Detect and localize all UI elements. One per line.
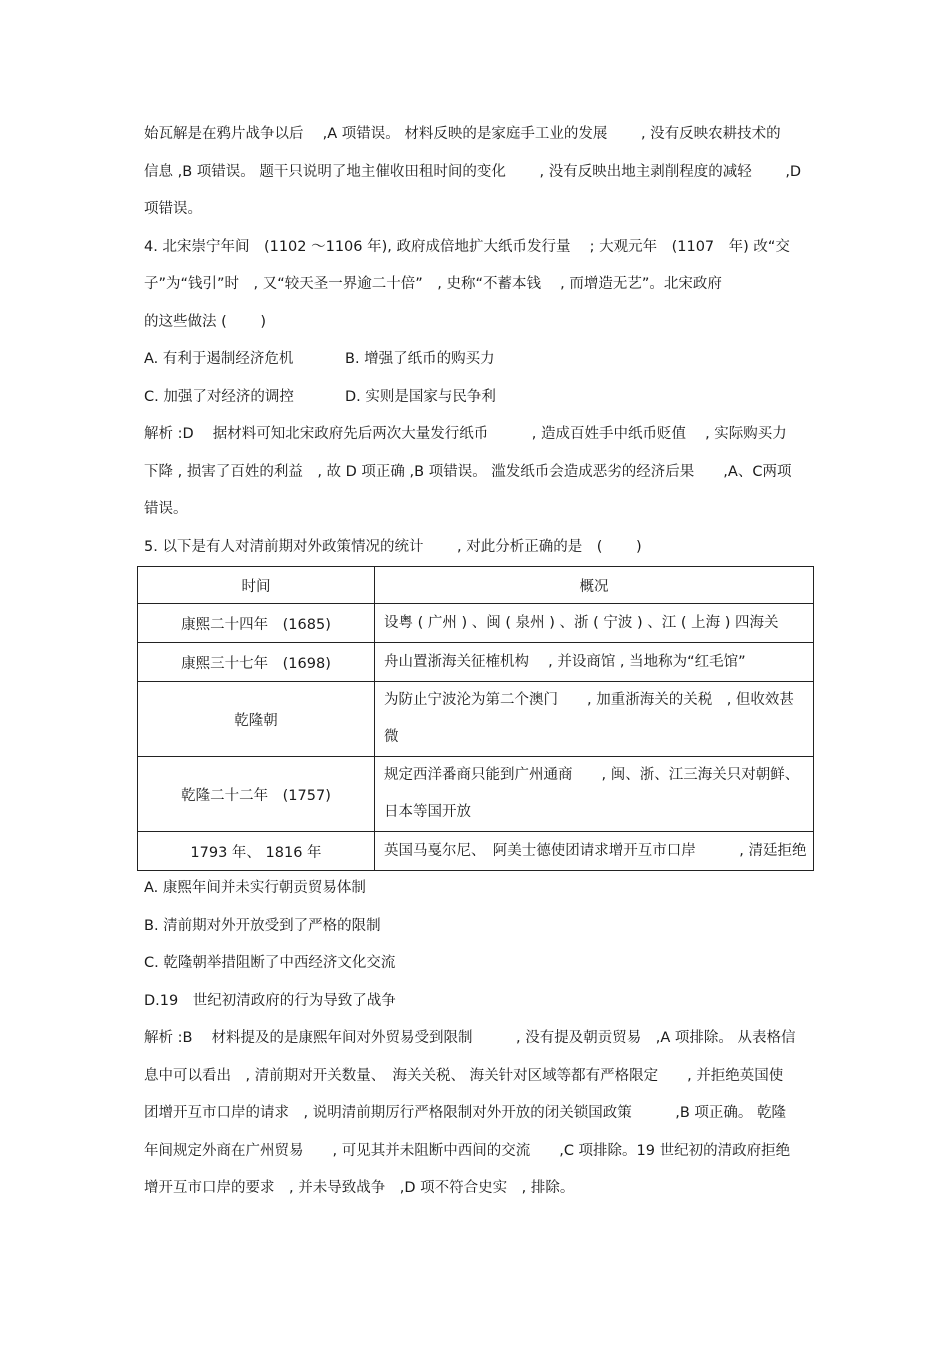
table-cell-desc-line: 微 <box>384 729 399 745</box>
table-cell-desc: 英国马戛尔尼、 阿美士德使团请求增开互市口岸 , 清廷拒绝 <box>375 832 814 871</box>
table-cell-desc-line: 为防止宁波沦为第二个澳门 , 加重浙海关的关税 , 但收效甚 <box>384 692 794 708</box>
text-line: 信息 ,B 项错误。 题干只说明了地主催收田租时间的变化 , 没有反映出地主剥削程度的减轻 ,D <box>144 164 802 180</box>
q5-analysis: 息中可以看出 , 清前期对开关数量、 海关关税、 海关针对区域等都有严格限定 , 并拒绝英国使 <box>144 1068 784 1084</box>
q4-option-d: D. 实则是国家与民争利 <box>345 389 496 405</box>
q4-analysis: 解析 :D 据材料可知北宋政府先后两次大量发行纸币 , 造成百姓手中纸币贬值 , 实际购买力 <box>144 426 787 442</box>
table-cell-desc <box>375 757 814 832</box>
question-5-stem: 5. 以下是有人对清前期对外政策情况的统计 , 对此分析正确的是 ( ) <box>144 539 642 555</box>
table-header-row <box>138 567 814 604</box>
table-row <box>138 832 814 871</box>
text-line: 始瓦解是在鸦片战争以后 ,A 项错误。 材料反映的是家庭手工业的发展 , 没有反映农耕技术的 <box>144 126 781 142</box>
table-cell-desc: 舟山置浙海关征榷机构 , 并设商馆 , 当地称为“红毛馆” <box>375 643 814 682</box>
table-cell-desc-line: 日本等国开放 <box>384 804 471 820</box>
q5-option-a: A. 康熙年间并未实行朝贡贸易体制 <box>144 880 366 896</box>
q5-option-c: C. 乾隆朝举措阻断了中西经济文化交流 <box>144 955 396 971</box>
q5-option-d: D.19 世纪初清政府的行为导致了战争 <box>144 993 396 1009</box>
q4-option-a: A. 有利于遏制经济危机 <box>144 351 294 367</box>
question-4-stem: 4. 北宋崇宁年间 (1102 ～1106 年), 政府成倍地扩大纸币发行量 ; 大观元年 (1107 年) 改“交 <box>144 239 790 255</box>
text-line: 项错误。 <box>144 201 202 217</box>
policy-table <box>137 566 814 871</box>
table-row <box>138 643 814 682</box>
question-4-stem: 的这些做法 ( ) <box>144 314 267 330</box>
table-row <box>138 604 814 643</box>
q4-analysis: 下降 , 损害了百姓的利益 , 故 D 项正确 ,B 项错误。 滥发纸币会造成恶劣的经济后果 ,A、C两项 <box>144 464 792 480</box>
table-header-time: 时间 <box>138 567 375 604</box>
table-cell-desc: 设粤 ( 广州 ) 、闽 ( 泉州 ) 、浙 ( 宁波 ) 、江 ( 上海 ) 四海关 <box>375 604 814 643</box>
table-cell-time: 1793 年、 1816 年 <box>138 832 375 871</box>
table-row <box>138 757 814 832</box>
q5-analysis: 增开互市口岸的要求 , 并未导致战争 ,D 项不符合史实 , 排除。 <box>144 1180 575 1196</box>
table-row <box>138 682 814 757</box>
q5-analysis: 年间规定外商在广州贸易 , 可见其并未阻断中西间的交流 ,C 项排除。19 世纪初的清政府拒绝 <box>144 1143 791 1159</box>
table-cell-time: 乾隆二十二年 (1757) <box>138 757 375 832</box>
table-header-summary: 概况 <box>375 567 814 604</box>
question-4-stem: 子”为“钱引”时 , 又“较天圣一界逾二十倍” , 史称“不蓄本钱 , 而增造无艺”。北宋政府 <box>144 276 722 292</box>
q4-option-b: B. 增强了纸币的购买力 <box>345 351 495 367</box>
q4-analysis: 错误。 <box>144 501 188 517</box>
table-cell-desc <box>375 682 814 757</box>
table-cell-desc-line: 规定西洋番商只能到广州通商 , 闽、浙、江三海关只对朝鲜、 <box>384 767 800 783</box>
table-cell-time: 康熙三十七年 (1698) <box>138 643 375 682</box>
q4-option-c: C. 加强了对经济的调控 <box>144 389 294 405</box>
table-cell-time: 康熙二十四年 (1685) <box>138 604 375 643</box>
q5-option-b: B. 清前期对外开放受到了严格的限制 <box>144 918 381 934</box>
table-cell-time: 乾隆朝 <box>138 682 375 757</box>
q5-analysis: 团增开互市口岸的请求 , 说明清前期厉行严格限制对外开放的闭关锁国政策 ,B 项正确。 乾隆 <box>144 1105 786 1121</box>
q5-analysis: 解析 :B 材料提及的是康熙年间对外贸易受到限制 , 没有提及朝贡贸易 ,A 项排除。 从表格信 <box>144 1030 796 1046</box>
